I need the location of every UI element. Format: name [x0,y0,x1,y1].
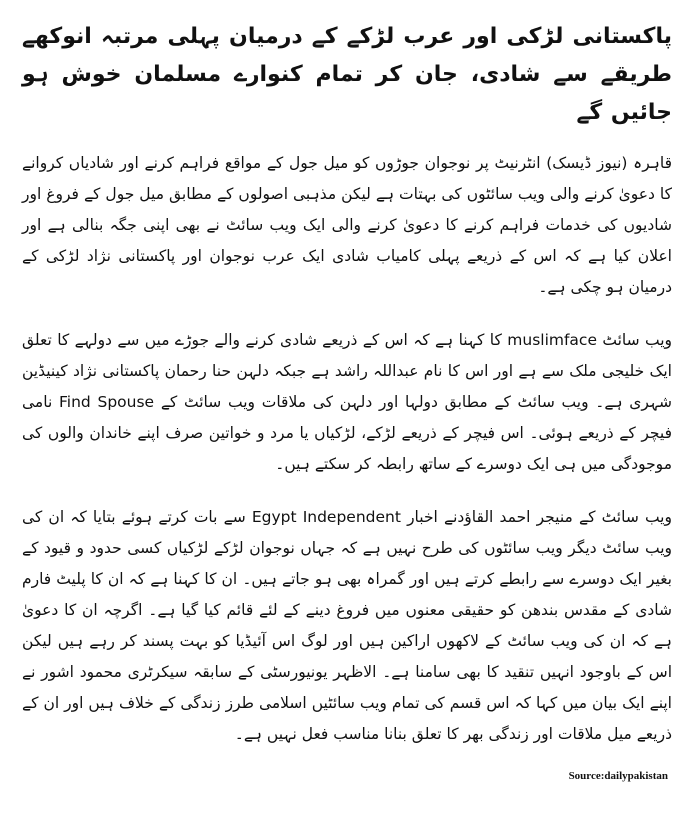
article-paragraph-1: قاہرہ (نیوز ڈیسک) انٹرنیٹ پر نوجوان جوڑوں کو میل جول کے مواقع فراہم کرنے اور شادیاں کروانے کا دعویٰ کرنے والی ویب سائٹوں کی بہتات ہے لیکن مذہبی اصولوں کے مطابق میل جول کے فروغ اور شادیوں کی خدمات فراہم کرنے کا دعویٰ کرنے والی ایک ویب سائٹ نے بھی اپنی جگہ بنالی ہے اور اعلان کیا ہے کہ اس کے ذریعے پہلی کامیاب شادی ایک عرب نوجوان اور پاکستانی نژاد لڑکی کے درمیان ہو چکی ہے۔ [22,154,672,296]
source-credit: Source:dailypakistan [568,770,668,782]
article-paragraph-3: ویب سائٹ کے منیجر احمد القاؤدنے اخبار Egypt Independent سے بات کرتے ہوئے بتایا کہ ان کی ویب سائٹ دیگر ویب سائٹوں کی طرح نہیں ہے کہ جہاں نوجوان لڑکے لڑکیاں کسی حدود و قیود کے بغیر ایک دوسرے سے رابطے کرتے ہیں اور گمراہ بھی ہو جاتے ہیں۔ ان کا کہنا ہے کہ ان کا پلیٹ فارم شادی کے مقدس بندھن کو حقیقی معنوں میں فروغ دینے کے لئے قائم کیا گیا ہے۔ اگرچہ ان کا دعویٰ ہے کہ ان کی ویب سائٹ کے لاکھوں اراکین ہیں اور لوگ اس آئیڈیا کو بہت پسند کر رہے ہیں لیکن اس کے باوجود انہیں تنقید کا بھی سامنا ہے۔ الاظہر یونیورسٹی کے سابقہ سیکرٹری محمود اشور نے اپنے ایک بیان میں کہا کہ اس قسم کی تمام ویب سائٹیں اسلامی طرز زندگی کے خلاف ہیں اور ان کے ذریعے میل ملاقات اور زندگی بھر کا تعلق بنانا مناسب فعل نہیں ہے۔ [22,508,672,743]
article-paragraph-2: ویب سائٹ muslimface کا کہنا ہے کہ اس کے ذریعے شادی کرنے والے جوڑے میں سے دولہے کا تعلق ایک خلیجی ملک سے ہے اور اس کا نام عبداللہ راشد ہے جبکہ دلہن حنا رحمان پاکستانی نژاد کینیڈین شہری ہے۔ ویب سائٹ کے مطابق دولہا اور دلہن کی ملاقات ویب سائٹ کے Find Spouse نامی فیچر کے ذریعے ہوئی۔ اس فیچر کے ذریعے لڑکے، لڑکیاں یا مرد و خواتین صرف اپنے خاندان والوں کی موجودگی میں ہی ایک دوسرے کے ساتھ رابطہ کر سکتے ہیں۔ [22,331,673,473]
article-title: پاکستانی لڑکی اور عرب لڑکے کے درمیان پہلی مرتبہ انوکھے طریقے سے شادی، جان کر تمام کنوارے مسلمان خوش ہو جائیں گے [22,24,672,125]
article [22,18,672,764]
